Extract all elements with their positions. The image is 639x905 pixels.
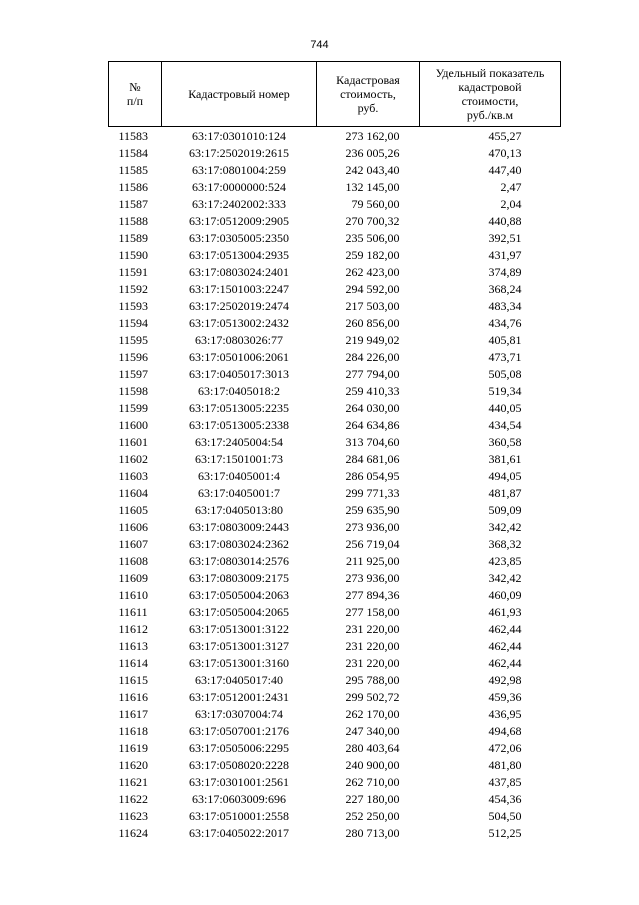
table-row [109,213,561,230]
cadastral-number-cell: 63:17:0501006:2061 [188,350,289,364]
specific-value-cell: 459,36 [488,690,522,704]
specific-value-cell: 460,09 [488,588,522,602]
cadastral-cost-cell: 231 220,00 [345,656,400,670]
cadastral-cost-cell: 240 900,00 [345,758,400,772]
row-number-cell: 11599 [118,401,149,415]
cadastral-cost-cell: 286 054,95 [345,469,400,483]
specific-value-cell: 462,44 [488,656,522,670]
table-row [109,519,561,536]
row-number-cell: 11619 [118,741,149,755]
specific-value-cell: 505,08 [488,367,522,381]
row-number-cell: 11610 [118,588,149,602]
table-row [109,706,561,723]
cadastral-cost-cell: 270 700,32 [345,214,400,228]
specific-value-cell: 519,34 [488,384,522,398]
cadastral-number-cell: 63:17:0803009:2443 [188,520,289,534]
cadastral-cost-cell: 262 423,00 [345,265,400,279]
cadastral-cost-cell: 262 170,00 [345,707,400,721]
table-row [109,349,561,366]
cadastral-cost-cell: 277 794,00 [345,367,400,381]
cadastral-cost-cell: 299 771,33 [345,486,400,500]
specific-value-cell: 2,47 [500,180,522,194]
table-row [109,655,561,672]
cadastral-number-cell: 63:17:0301001:2561 [188,775,289,789]
cadastral-cost-cell: 252 250,00 [345,809,400,823]
specific-value-cell: 494,68 [488,724,522,738]
cadastral-number-cell: 63:17:0513005:2338 [188,418,289,432]
cadastral-number-cell: 63:17:0513001:3127 [188,639,289,653]
table-row [109,604,561,621]
cadastral-number-cell: 63:17:2405004:54 [194,435,283,449]
cadastral-number-cell: 63:17:0505006:2295 [188,741,289,755]
table-row [109,162,561,179]
row-number-cell: 11598 [118,384,149,398]
specific-value-cell: 509,09 [488,503,522,517]
table-row [109,179,561,196]
specific-value-cell: 473,71 [488,350,522,364]
cadastral-cost-cell: 273 162,00 [345,129,400,143]
row-number-cell: 11590 [118,248,149,262]
cadastral-number-cell: 63:17:0801004:259 [191,163,286,177]
row-number-cell: 11602 [118,452,149,466]
cadastral-number-cell: 63:17:0507001:2176 [188,724,289,738]
table-row [109,536,561,553]
row-number-cell: 11585 [118,163,149,177]
table-row [109,791,561,808]
specific-value-cell: 2,04 [500,197,522,211]
specific-value-cell: 431,97 [488,248,522,262]
cadastral-number-cell: 63:17:0305005:2350 [188,231,289,245]
cadastral-cost-cell: 264 634,86 [345,418,400,432]
header-row-number [109,62,162,127]
table-row [109,723,561,740]
row-number-cell: 11595 [118,333,149,347]
row-number-cell: 11611 [118,605,148,619]
table-row [109,502,561,519]
cadastral-number-cell: 63:17:0803026:77 [194,333,283,347]
row-number-cell: 11616 [118,690,149,704]
cadastral-cost-cell: 217 503,00 [345,299,400,313]
cadastral-cost-cell: 211 925,00 [345,554,400,568]
cadastral-number-cell: 63:17:0513004:2935 [188,248,289,262]
table-row [109,468,561,485]
cadastral-number-cell: 63:17:0512001:2431 [188,690,289,704]
cadastral-cost-cell: 259 182,00 [345,248,400,262]
table-row [109,672,561,689]
header-cadastral-number [162,62,317,127]
row-number-cell: 11605 [118,503,149,517]
row-number-cell: 11606 [118,520,149,534]
row-number-cell: 11603 [118,469,149,483]
cadastral-cost-cell: 295 788,00 [345,673,400,687]
cadastral-cost-cell: 242 043,40 [345,163,400,177]
cadastral-cost-cell: 259 410,33 [345,384,400,398]
cadastral-number-cell: 63:17:0508020:2228 [188,758,289,772]
cadastral-number-cell: 63:17:0513001:3122 [188,622,289,636]
cadastral-cost-cell: 277 158,00 [345,605,400,619]
row-number-cell: 11601 [118,435,149,449]
specific-value-cell: 512,25 [488,826,522,840]
specific-value-cell: 374,89 [488,265,522,279]
row-number-cell: 11614 [118,656,149,670]
row-number-cell: 11592 [118,282,149,296]
cadastral-number-cell: 63:17:0405001:7 [197,486,280,500]
table-row [109,434,561,451]
cadastral-cost-cell: 256 719,04 [345,537,400,551]
row-number-cell: 11597 [118,367,149,381]
cadastral-cost-cell: 235 506,00 [345,231,400,245]
table-row [109,740,561,757]
header-cost-line-3: руб. [357,101,379,115]
cadastral-cost-cell: 280 713,00 [345,826,400,840]
specific-value-cell: 472,06 [488,741,522,755]
table-body [109,127,561,843]
cadastral-cost-cell: 262 710,00 [345,775,400,789]
cadastral-number-cell: 63:17:0405022:2017 [188,826,289,840]
header-cost-line-2: стоимость, [340,87,396,101]
cadastral-number-cell: 63:17:0000000:524 [191,180,286,194]
table-row [109,570,561,587]
specific-value-cell: 437,85 [488,775,522,789]
table-row [109,808,561,825]
specific-value-cell: 462,44 [488,639,522,653]
table-row [109,196,561,213]
cadastral-number-cell: 63:17:0512009:2905 [188,214,289,228]
cadastral-cost-cell: 294 592,00 [345,282,400,296]
cadastral-number-cell: 63:17:0513001:3160 [188,656,289,670]
cadastral-cost-cell: 227 180,00 [345,792,400,806]
row-number-cell: 11588 [118,214,149,228]
cadastral-cost-cell: 273 936,00 [345,571,400,585]
cadastral-cost-cell: 284 226,00 [345,350,400,364]
cadastral-value-table [108,61,561,842]
table-row [109,383,561,400]
row-number-cell: 11623 [118,809,149,823]
specific-value-cell: 405,81 [488,333,522,347]
table-row [109,400,561,417]
table-row [109,127,561,146]
table-header-row [109,62,561,127]
table-row [109,451,561,468]
cadastral-number-cell: 63:17:2402002:333 [191,197,286,211]
row-number-cell: 11586 [118,180,149,194]
cadastral-cost-cell: 236 005,26 [345,146,400,160]
row-number-cell: 11583 [118,129,149,143]
cadastral-cost-cell: 280 403,64 [345,741,400,755]
cadastral-cost-cell: 231 220,00 [345,622,400,636]
specific-value-cell: 342,42 [488,520,522,534]
table-row [109,638,561,655]
row-number-cell: 11607 [118,537,149,551]
specific-value-cell: 368,24 [488,282,522,296]
cadastral-cost-cell: 273 936,00 [345,520,400,534]
cadastral-number-cell: 63:17:0513005:2235 [188,401,289,415]
cadastral-cost-cell: 264 030,00 [345,401,400,415]
cadastral-cost-cell: 247 340,00 [345,724,400,738]
row-number-cell: 11620 [118,758,149,772]
cadastral-number-cell: 63:17:0513002:2432 [188,316,289,330]
cadastral-number-cell: 63:17:0803024:2401 [188,265,289,279]
specific-value-cell: 392,51 [488,231,522,245]
table-row [109,264,561,281]
row-number-cell: 11615 [118,673,149,687]
header-specific-line-3: стоимости, [461,94,519,108]
table-row [109,366,561,383]
row-number-cell: 11608 [118,554,149,568]
row-number-cell: 11622 [118,792,149,806]
table-row [109,774,561,791]
row-number-cell: 11596 [118,350,149,364]
specific-value-cell: 342,42 [488,571,522,585]
row-number-cell: 11618 [118,724,149,738]
row-number-cell: 11624 [118,826,149,840]
row-number-cell: 11589 [118,231,149,245]
header-specific-value [420,62,561,127]
cadastral-number-cell: 63:17:0803024:2362 [188,537,289,551]
specific-value-cell: 434,54 [488,418,522,432]
specific-value-cell: 494,05 [488,469,522,483]
header-specific-line-4: руб./кв.м [466,108,514,122]
cadastral-cost-cell: 132 145,00 [345,180,400,194]
specific-value-cell: 447,40 [488,163,522,177]
header-cost-line-1: Кадастровая [336,73,400,87]
cadastral-number-cell: 63:17:0603009:696 [191,792,286,806]
cadastral-cost-cell: 313 704,60 [345,435,400,449]
table-row [109,145,561,162]
header-cadastral-cost [317,62,420,127]
cadastral-number-cell: 63:17:0803009:2175 [188,571,289,585]
header-specific-line-1: Удельный показатель [435,66,545,80]
row-number-cell: 11609 [118,571,149,585]
header-row-number-line-1: № [129,80,141,94]
specific-value-cell: 481,80 [488,758,522,772]
table-row [109,485,561,502]
table-row [109,332,561,349]
specific-value-cell: 381,61 [488,452,522,466]
cadastral-number-cell: 63:17:2502019:2474 [188,299,289,313]
specific-value-cell: 360,58 [488,435,522,449]
cadastral-number-cell: 63:17:0510001:2558 [188,809,289,823]
row-number-cell: 11594 [118,316,149,330]
table-row [109,621,561,638]
row-number-cell: 11612 [118,622,149,636]
page-number: 744 [310,39,329,51]
specific-value-cell: 423,85 [488,554,522,568]
specific-value-cell: 483,34 [488,299,522,313]
table-row [109,281,561,298]
specific-value-cell: 434,76 [488,316,522,330]
row-number-cell: 11617 [118,707,149,721]
row-number-cell: 11613 [118,639,149,653]
row-number-cell: 11604 [118,486,149,500]
table-row [109,417,561,434]
cadastral-number-cell: 63:17:1501001:73 [194,452,283,466]
table-row [109,689,561,706]
table-row [109,298,561,315]
specific-value-cell: 470,13 [488,146,522,160]
cadastral-cost-cell: 79 560,00 [351,197,400,211]
specific-value-cell: 455,27 [488,129,522,143]
cadastral-number-cell: 63:17:0405018:2 [197,384,280,398]
cadastral-cost-cell: 219 949,02 [345,333,400,347]
cadastral-cost-cell: 259 635,90 [345,503,400,517]
table-row [109,553,561,570]
row-number-cell: 11591 [118,265,149,279]
cadastral-number-cell: 63:17:0405017:40 [194,673,283,687]
table-row [109,825,561,842]
table-row [109,247,561,264]
header-cadastral-number-text: Кадастровый номер [188,87,290,101]
cadastral-number-cell: 63:17:0803014:2576 [188,554,289,568]
cadastral-number-cell: 63:17:0405017:3013 [188,367,289,381]
cadastral-number-cell: 63:17:1501003:2247 [188,282,289,296]
cadastral-number-cell: 63:17:0307004:74 [194,707,283,721]
specific-value-cell: 461,93 [488,605,522,619]
cadastral-cost-cell: 299 502,72 [345,690,400,704]
row-number-cell: 11600 [118,418,149,432]
cadastral-number-cell: 63:17:0505004:2063 [188,588,289,602]
specific-value-cell: 504,50 [488,809,522,823]
specific-value-cell: 492,98 [488,673,522,687]
specific-value-cell: 368,32 [488,537,522,551]
table-row [109,757,561,774]
cadastral-number-cell: 63:17:0301010:124 [191,129,286,143]
cadastral-table-container [108,61,561,842]
table-row [109,315,561,332]
cadastral-cost-cell: 231 220,00 [345,639,400,653]
specific-value-cell: 462,44 [488,622,522,636]
cadastral-number-cell: 63:17:2502019:2615 [188,146,289,160]
table-row [109,587,561,604]
cadastral-cost-cell: 277 894,36 [345,588,400,602]
row-number-cell: 11593 [118,299,149,313]
specific-value-cell: 440,88 [488,214,522,228]
header-row-number-line-2: п/п [126,94,144,108]
specific-value-cell: 481,87 [488,486,522,500]
header-specific-line-2: кадастровой [458,80,522,94]
row-number-cell: 11621 [118,775,149,789]
specific-value-cell: 440,05 [488,401,522,415]
row-number-cell: 11584 [118,146,149,160]
specific-value-cell: 454,36 [488,792,522,806]
specific-value-cell: 436,95 [488,707,522,721]
cadastral-number-cell: 63:17:0405001:4 [197,469,280,483]
cadastral-number-cell: 63:17:0405013:80 [194,503,283,517]
row-number-cell: 11587 [118,197,149,211]
table-row [109,230,561,247]
cadastral-cost-cell: 260 856,00 [345,316,400,330]
cadastral-number-cell: 63:17:0505004:2065 [188,605,289,619]
cadastral-cost-cell: 284 681,06 [345,452,400,466]
